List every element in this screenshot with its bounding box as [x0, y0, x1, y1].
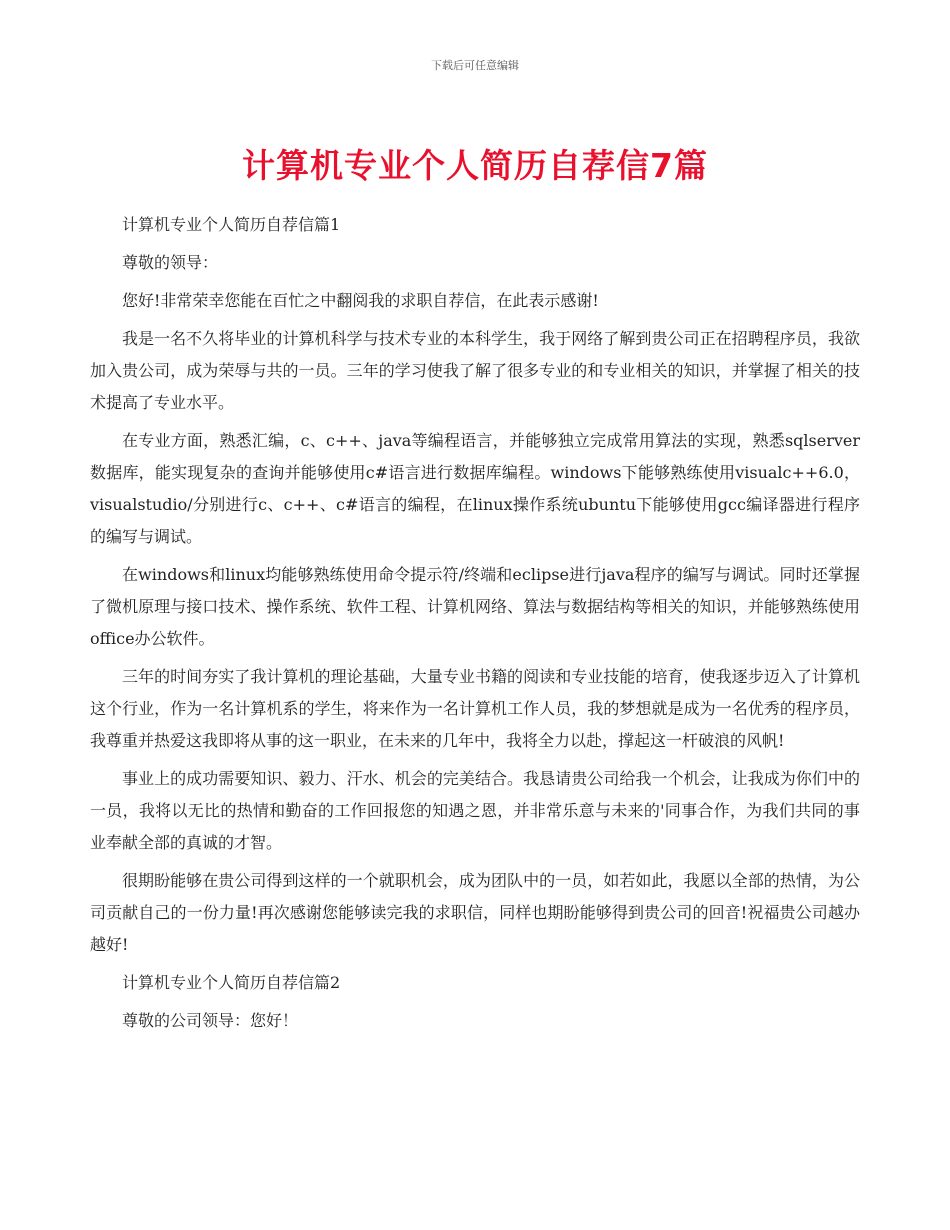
paragraph: 我是一名不久将毕业的计算机科学与技术专业的本科学生，我于网络了解到贵公司正在招聘程序员，我欲加入贵公司，成为荣辱与共的一员。三年的学习使我了解了很多专业的和专业相关的知识，并掌握了相关的技术提高了专业水平。: [90, 329, 860, 412]
salutation: 尊敬的领导：: [122, 253, 219, 272]
paragraph: 事业上的成功需要知识、毅力、汗水、机会的完美结合。我恳请贵公司给我一个机会，让我成为你们中的一员，我将以无比的热情和勤奋的工作回报您的知遇之恩，并非常乐意与未来的'同事合作，为我们共同的事业奉献全部的真诚的才智。: [90, 769, 860, 852]
paragraph: 在windows和linux均能够熟练使用命令提示符/终端和eclipse进行java程序的编写与调试。同时还掌握了微机原理与接口技术、操作系统、软件工程、计算机网络、算法与数据结构等相关的知识，并能够熟练使用office办公软件。: [90, 565, 860, 648]
header-note: 下载后可任意编辑: [431, 59, 519, 72]
document-title: 计算机专业个人简历自荐信7篇: [242, 146, 708, 185]
section-heading-2: 计算机专业个人简历自荐信篇2: [122, 973, 341, 992]
paragraph: 三年的时间夯实了我计算机的理论基础，大量专业书籍的阅读和专业技能的培育，使我逐步迈入了计算机这个行业，作为一名计算机系的学生，将来作为一名计算机工作人员，我的梦想就是成为一名优秀的程序员，我尊重并热爱这我即将从事的这一职业，在未来的几年中，我将全力以赴，撑起这一杆破浪的风帆!: [90, 667, 860, 750]
document-body: [90, 209, 860, 1043]
paragraph: 您好!非常荣幸您能在百忙之中翻阅我的求职自荐信，在此表示感谢!: [122, 291, 599, 310]
paragraph: 在专业方面，熟悉汇编，c、c++、java等编程语言，并能够独立完成常用算法的实现，熟悉sqlserver数据库，能实现复杂的查询并能够使用c#语言进行数据库编程。windows下能够熟练使用visualc++6.0，visualstudio/分别进行c、c++、c#语言的编程，在linux操作系统ubuntu下能够使用gcc编译器进行程序的编写与调试。: [90, 431, 860, 546]
salutation: 尊敬的公司领导：您好！: [122, 1011, 299, 1030]
section-heading-1: 计算机专业个人简历自荐信篇1: [122, 215, 341, 234]
paragraph: 很期盼能够在贵公司得到这样的一个就职机会，成为团队中的一员，如若如此，我愿以全部的热情，为公司贡献自己的一份力量!再次感谢您能够读完我的求职信，同样也期盼能够得到贵公司的回音!祝福贵公司越办越好!: [90, 871, 860, 954]
